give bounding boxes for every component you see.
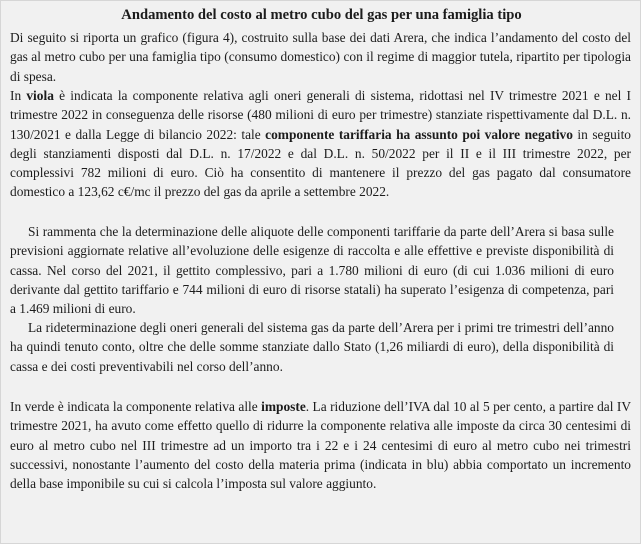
paragraph-aliquote: Si rammenta che la determinazione delle aliquote delle componenti tariffarie da parte dell’Arera si basa sulle previsioni aggiornate relative all’evoluzione delle esigenze di raccolta e alle effettive e previste disponibilità di cassa. Nel corso del 2021, il gettito complessivo, pari a 1.780 milioni di euro (di cui 1.036 milioni di euro derivante dal gettito tariffario e 744 milioni di euro di risorse statali) ha superato l’esigenza di competenza, pari a 1.469 milioni di euro. <box>10 224 614 317</box>
highlight-negative-value: componente tariffaria ha assunto poi valore negativo <box>265 126 573 142</box>
paragraph-rideterminazione: La rideterminazione degli oneri generali del sistema gas da parte dell’Arera per i primi tre trimestri dell’anno ha quindi tenuto conto, oltre che delle somme stanziate dallo Stato (1,26 miliardi di euro), della disponibilità di cassa e dei costi preventivabili nel corso dell’anno. <box>10 320 614 374</box>
text-segment: In verde è indicata la componente relativa alle <box>10 399 262 414</box>
text-segment: In <box>10 88 27 103</box>
highlight-viola: viola <box>26 88 54 103</box>
highlight-imposte: imposte <box>261 399 306 414</box>
paragraph-intro: Di seguito si riporta un grafico (figura 4), costruito sulla base dei dati Arera, che indica l’andamento del costo del gas al metro cubo per una famiglia tipo (consumo domestico) con il regime di maggior tutela, ripartito per tipologia di spesa. <box>10 30 631 84</box>
section-title: Andamento del costo al metro cubo del gas per una famiglia tipo <box>121 7 522 23</box>
paragraph-imposte-verde <box>10 397 631 493</box>
paragraph-oneri-viola <box>10 86 631 202</box>
text-segment: è indicata la componente relativa agli oneri generali di sistema, ridottasi nel IV trimestre 2021 e nel I trimestre 2022 in conseguenza delle risorse (480 milioni di euro per trimestre) stanziate rispettivamente dal D.L. n. 130/2021 e dalla Legge di bilancio 2022: tale <box>10 88 631 142</box>
text-segment: in seguito degli stanziamenti disposti dal D.L. n. 17/2022 e dal D.L. n. 50/2022 per il II e il III trimestre 2022, per complessivi 782 milioni di euro. Ciò ha consentito di mantenere il prezzo del gas pagato dal consumatore domestico a 123,62 c€/mc il prezzo del gas da aprile a settembre 2022. <box>10 126 631 200</box>
text-segment: . La riduzione dell’IVA dal 10 al 5 per cento, a partire dal IV trimestre 2021, ha avuto come effetto quello di ridurre la componente relativa alle imposte da circa 30 centesimi di euro al metro cubo nel III trimestre ad un importo tra i 22 e i 24 centesimi di euro al metro cubo nei trimestri successivi, nonostante l’aumento del costo della materia prima (indicata in blu) abbia comportato un incremento della base imponibile su cui si calcola l’imposta sul valore aggiunto. <box>10 399 632 492</box>
